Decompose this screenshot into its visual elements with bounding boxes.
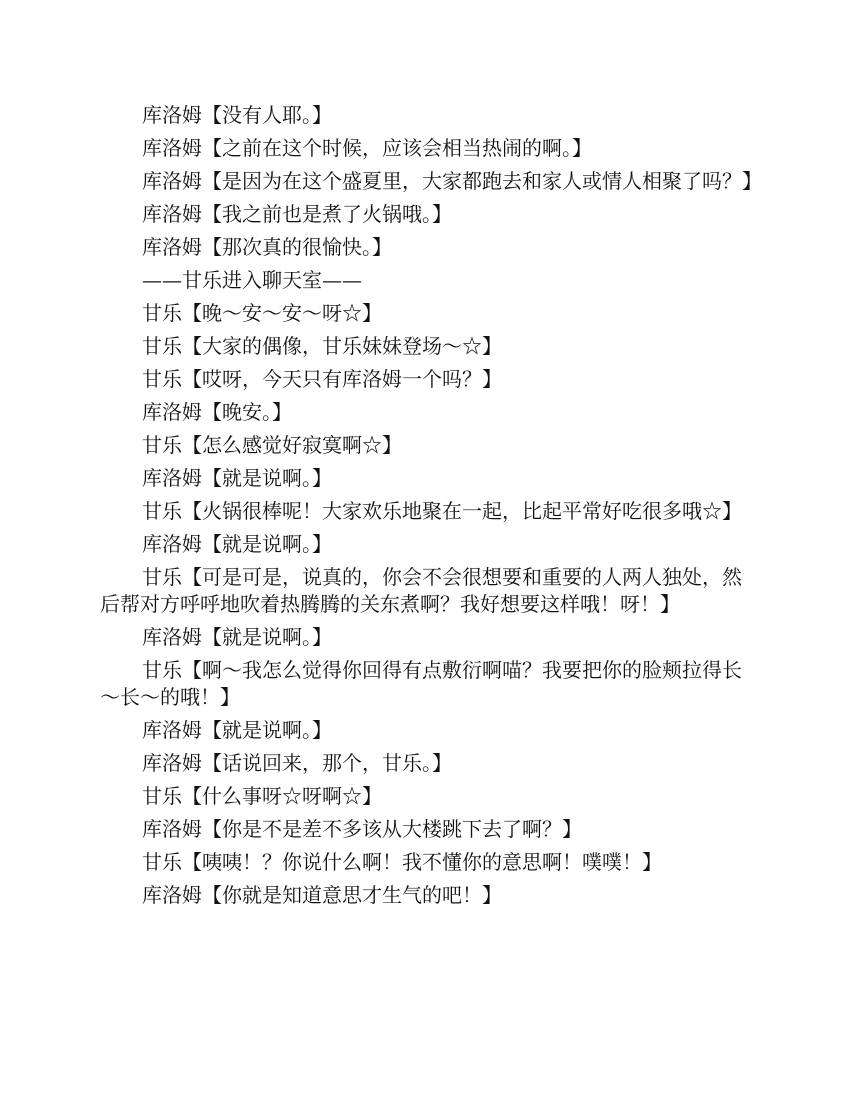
dialogue-line: 库洛姆【就是说啊。】 [142, 625, 332, 649]
dialogue-line: 甘乐【可是可是，说真的，你会不会很想要和重要的人两人独处，然后帮对方呼呼地吹着热腾腾的关东煮啊？我好想要这样哦！呀！】 [100, 565, 742, 616]
dialogue-line: 库洛姆【没有人耶。】 [142, 103, 332, 127]
dialogue-line: 甘乐【啊～我怎么觉得你回得有点敷衍啊喵？我要把你的脸颊拉得长～长～的哦！】 [100, 658, 742, 709]
dialogue-line: 库洛姆【那次真的很愉快。】 [142, 235, 392, 259]
dialogue-line: 库洛姆【我之前也是煮了火锅哦。】 [142, 202, 452, 226]
dialogue-line: 库洛姆【你是不是差不多该从大楼跳下去了啊？】 [142, 817, 582, 841]
dialogue-line: 甘乐【大家的偶像，甘乐妹妹登场～☆】 [142, 334, 502, 358]
dialogue-line: 库洛姆【就是说啊。】 [142, 466, 332, 490]
document-body [100, 102, 762, 915]
dialogue-line: 库洛姆【就是说啊。】 [142, 718, 332, 742]
dialogue-line: 甘乐【哎呀，今天只有库洛姆一个吗？】 [142, 367, 502, 391]
dialogue-line: 库洛姆【就是说啊。】 [142, 532, 332, 556]
dialogue-line: 库洛姆【晚安。】 [142, 400, 292, 424]
dialogue-line: 甘乐【晚～安～安～呀☆】 [142, 301, 382, 325]
dialogue-line: 库洛姆【之前在这个时候，应该会相当热闹的啊。】 [142, 136, 592, 160]
dialogue-line: 库洛姆【话说回来，那个，甘乐。】 [142, 751, 452, 775]
dialogue-line: 库洛姆【是因为在这个盛夏里，大家都跑去和家人或情人相聚了吗？】 [142, 169, 762, 193]
dialogue-line: 库洛姆【你就是知道意思才生气的吧！】 [142, 883, 502, 907]
dialogue-line: 甘乐【火锅很棒呢！大家欢乐地聚在一起，比起平常好吃很多哦☆】 [142, 499, 742, 523]
dialogue-line: 甘乐【怎么感觉好寂寞啊☆】 [142, 433, 402, 457]
dialogue-line: 甘乐【什么事呀☆呀啊☆】 [142, 784, 382, 808]
dialogue-line: 甘乐【咦咦！？你说什么啊！我不懂你的意思啊！噗噗！】 [142, 850, 662, 874]
dialogue-line: ——甘乐进入聊天室—— [142, 268, 362, 292]
